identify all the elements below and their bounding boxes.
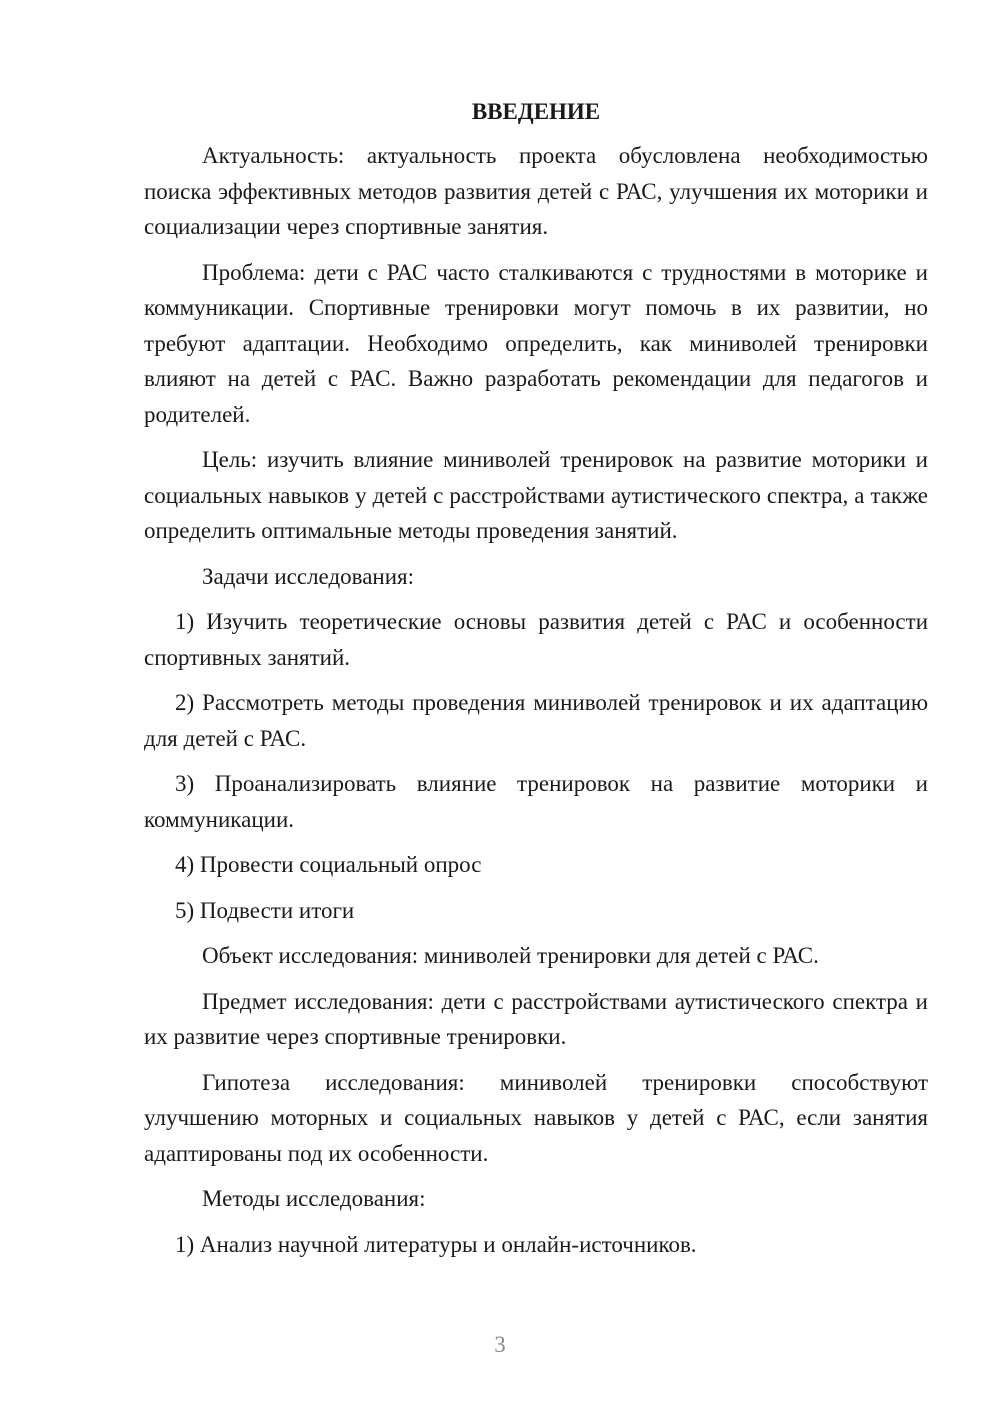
page-content <box>144 94 928 1272</box>
task-item-5: 5) Подвести итоги <box>175 897 355 923</box>
page-number: 3 <box>494 1332 506 1357</box>
relevance-paragraph: Актуальность: актуальность проекта обусловлена необходимостью поиска эффективных методов развития детей с РАС, улучшения их моторики и социализации через спортивные занятия. <box>144 143 928 239</box>
problem-paragraph: Проблема: дети с РАС часто сталкиваются с трудностями в моторике и коммуникации. Спортивные тренировки могут помочь в их развитии, но требуют адаптации. Необходимо определить, как миниволей тренировки влияют на детей с РАС. Важно разработать рекомендации для педагогов и родителей. <box>144 259 928 427</box>
tasks-heading: Задачи исследования: <box>202 563 415 589</box>
task-item-2: 2) Рассмотреть методы проведения миниволей тренировок и их адаптацию для детей с РАС. <box>144 690 928 751</box>
goal-paragraph: Цель: изучить влияние миниволей тренировок на развитие моторики и социальных навыков у детей с расстройствами аутистического спектра, а также определить оптимальные методы проведения занятий. <box>144 447 928 543</box>
subject-paragraph: Предмет исследования: дети с расстройствами аутистического спектра и их развитие через спортивные тренировки. <box>144 988 928 1049</box>
methods-heading: Методы исследования: <box>202 1186 426 1211</box>
task-item-4: 4) Провести социальный опрос <box>175 852 482 877</box>
task-item-3: 3) Проанализировать влияние тренировок на развитие моторики и коммуникации. <box>144 771 928 832</box>
task-item-1: 1) Изучить теоретические основы развития детей с РАС и особенности спортивных занятий. <box>144 609 928 670</box>
method-item-1: 1) Анализ научной литературы и онлайн-источников. <box>175 1231 697 1257</box>
hypothesis-paragraph: Гипотеза исследования: миниволей тренировки способствуют улучшению моторных и социальных навыков у детей с РАС, если занятия адаптированы под их особенности. <box>144 1069 928 1166</box>
section-title: ВВЕДЕНИЕ <box>471 99 601 124</box>
object-paragraph: Объект исследования: миниволей тренировки для детей с РАС. <box>202 943 819 968</box>
